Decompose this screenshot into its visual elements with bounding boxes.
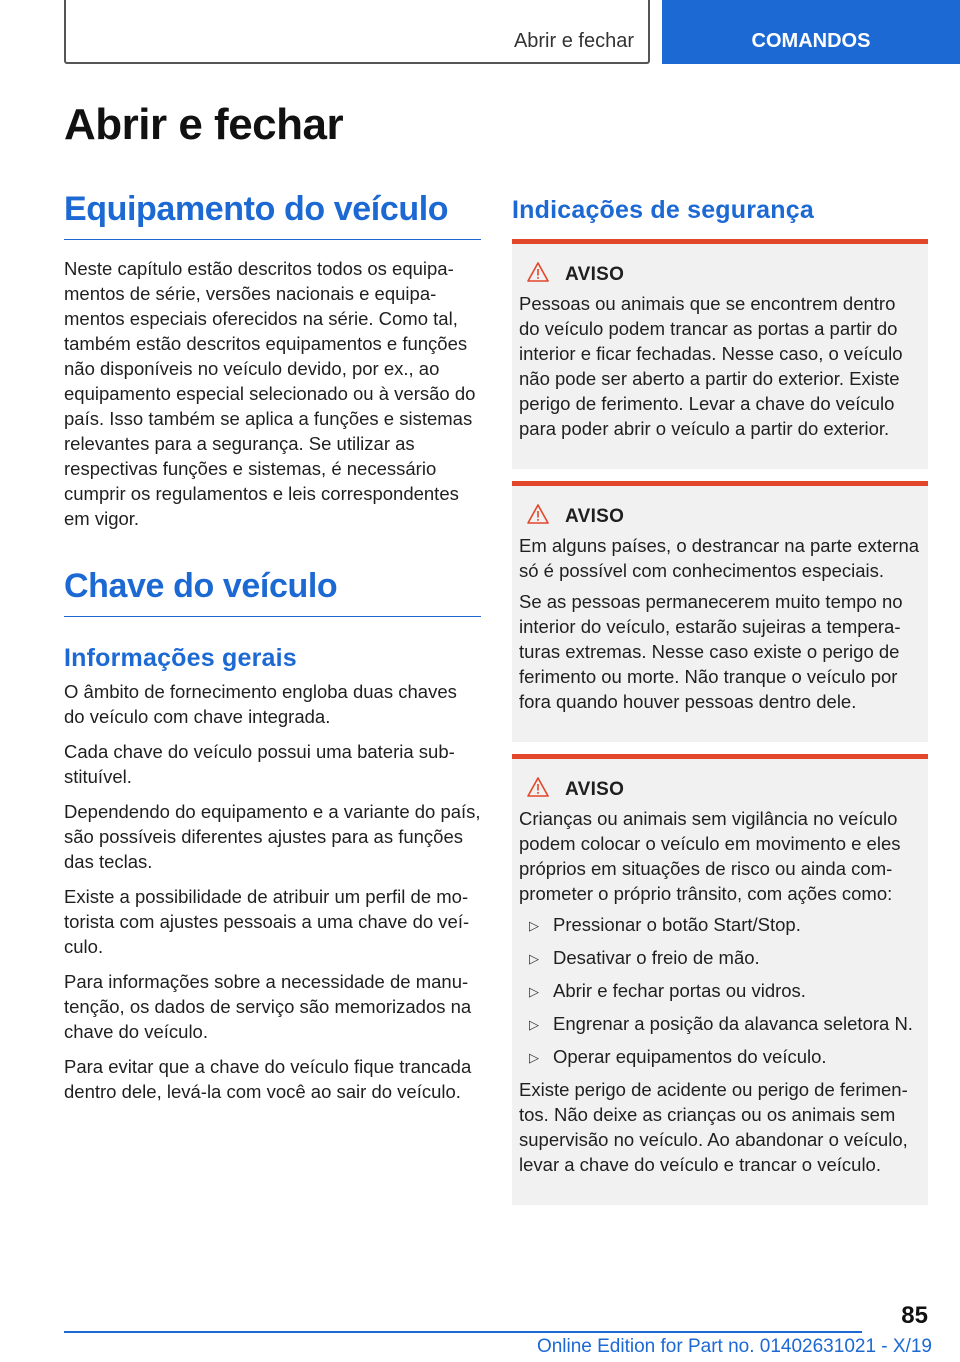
warning-text: Pessoas ou animais que se encontrem dentro do veículo podem trancar as portas a partir do interior e ficar fechadas. Nesse caso, o veículo não pode ser aberto a partir do exterior. Existe perigo de ferimento. Levar a chave do veículo para poder abrir o veículo a partir do exterior. xyxy=(519,293,903,439)
header-section-label: Abrir e fechar xyxy=(513,30,634,52)
equipment-heading: Equipamento do veículo xyxy=(64,190,481,240)
triangle-bullet-icon: ▷ xyxy=(529,1017,539,1032)
warning-triangle-icon xyxy=(527,262,549,287)
warning-title: AVISO xyxy=(565,263,625,285)
warning-box xyxy=(512,754,928,1205)
info-paragraph: Cada chave do veículo possui uma bateria substituível. xyxy=(64,741,455,788)
info-paragraph: Existe a possibilidade de atribuir um perfil de motorista com ajustes pessoais a uma chave do veículo. xyxy=(64,886,470,958)
info-paragraph: O âmbito de fornecimento engloba duas chaves do veículo com chave integrada. xyxy=(64,681,457,728)
page-title: Abrir e fechar xyxy=(64,100,344,149)
footer-edition: Online Edition for Part no. 01402631021 - X/19 xyxy=(536,1336,932,1357)
info-paragraph: Para evitar que a chave do veículo fique trancada dentro dele, levá-la com você ao sair do veículo. xyxy=(64,1056,472,1103)
general-info-heading: Informações gerais xyxy=(64,644,297,673)
warning-title: AVISO xyxy=(565,778,625,800)
triangle-bullet-icon: ▷ xyxy=(529,1050,539,1065)
left-column xyxy=(64,190,481,1114)
warning-box xyxy=(512,239,928,469)
warning-text: Crianças ou animais sem vigilância no veículo podem colocar o veículo em movimento e eles próprios em situações de risco ou ainda comprometer o próprio trânsito, com ações como: xyxy=(519,808,901,904)
list-item: ▷ Pressionar o botão Start/Stop. xyxy=(519,912,921,938)
warning-text: Se as pessoas permanecerem muito tempo no interior do veículo, estarão sujeiras a temperaturas extremas. Nesse caso existe o perigo de ferimento ou morte. Não tranque o veículo por fora quando houver pessoas dentro dele. xyxy=(519,591,903,712)
list-item: ▷ Engrenar a posição da alavanca seletora N. xyxy=(519,1011,921,1037)
warning-box xyxy=(512,481,928,742)
list-item: ▷ Desativar o freio de mão. xyxy=(519,945,921,971)
warning-action-list xyxy=(519,912,921,1070)
warning-triangle-icon xyxy=(527,504,549,529)
triangle-bullet-icon: ▷ xyxy=(529,918,539,933)
header-section-box xyxy=(64,0,650,64)
list-item: ▷ Abrir e fechar portas ou vidros. xyxy=(519,978,921,1004)
equipment-text: Neste capítulo estão descritos todos os equipamentos de série, versões nacionais e equipamentos especiais oferecidos na série. Como tal, também estão descritos equipamentos e funções não disponíveis no veículo devido, por ex., ao equipamento especial selecionado ou à versão do país. Isso também se aplica a funções e sistemas relevantes para a segurança. Se utilizar as respectivas funções e sistemas, é necessário cumprir os regulamentos e leis correspondentes em vigor. xyxy=(64,258,476,530)
triangle-bullet-icon: ▷ xyxy=(529,984,539,999)
info-paragraph: Dependendo do equipamento e a variante do país, são possíveis diferentes ajustes para as funções das teclas. xyxy=(64,801,481,873)
warning-title: AVISO xyxy=(565,505,625,527)
info-paragraph: Para informações sobre a necessidade de manutenção, os dados de serviço são memorizados na chave do veículo. xyxy=(64,971,472,1043)
warning-triangle-icon xyxy=(527,777,549,802)
safety-heading: Indicações de segurança xyxy=(512,196,814,224)
page-number: 85 xyxy=(901,1302,928,1329)
warning-text: Em alguns países, o destrancar na parte externa só é possível com conhecimentos especiais. xyxy=(519,535,920,581)
header-chapter-tab: COMANDOS xyxy=(662,0,960,64)
triangle-bullet-icon: ▷ xyxy=(529,951,539,966)
list-item: ▷ Operar equipamentos do veículo. xyxy=(519,1044,921,1070)
right-column xyxy=(512,190,928,1215)
footer-divider xyxy=(64,1331,862,1333)
warning-text: Existe perigo de acidente ou perigo de ferimentos. Não deixe as crianças ou os animais sem supervisão no veículo. Ao abandonar o veículo, levar a chave do veículo e trancar o veículo. xyxy=(519,1079,908,1175)
vehicle-key-heading: Chave do veículo xyxy=(64,567,481,617)
